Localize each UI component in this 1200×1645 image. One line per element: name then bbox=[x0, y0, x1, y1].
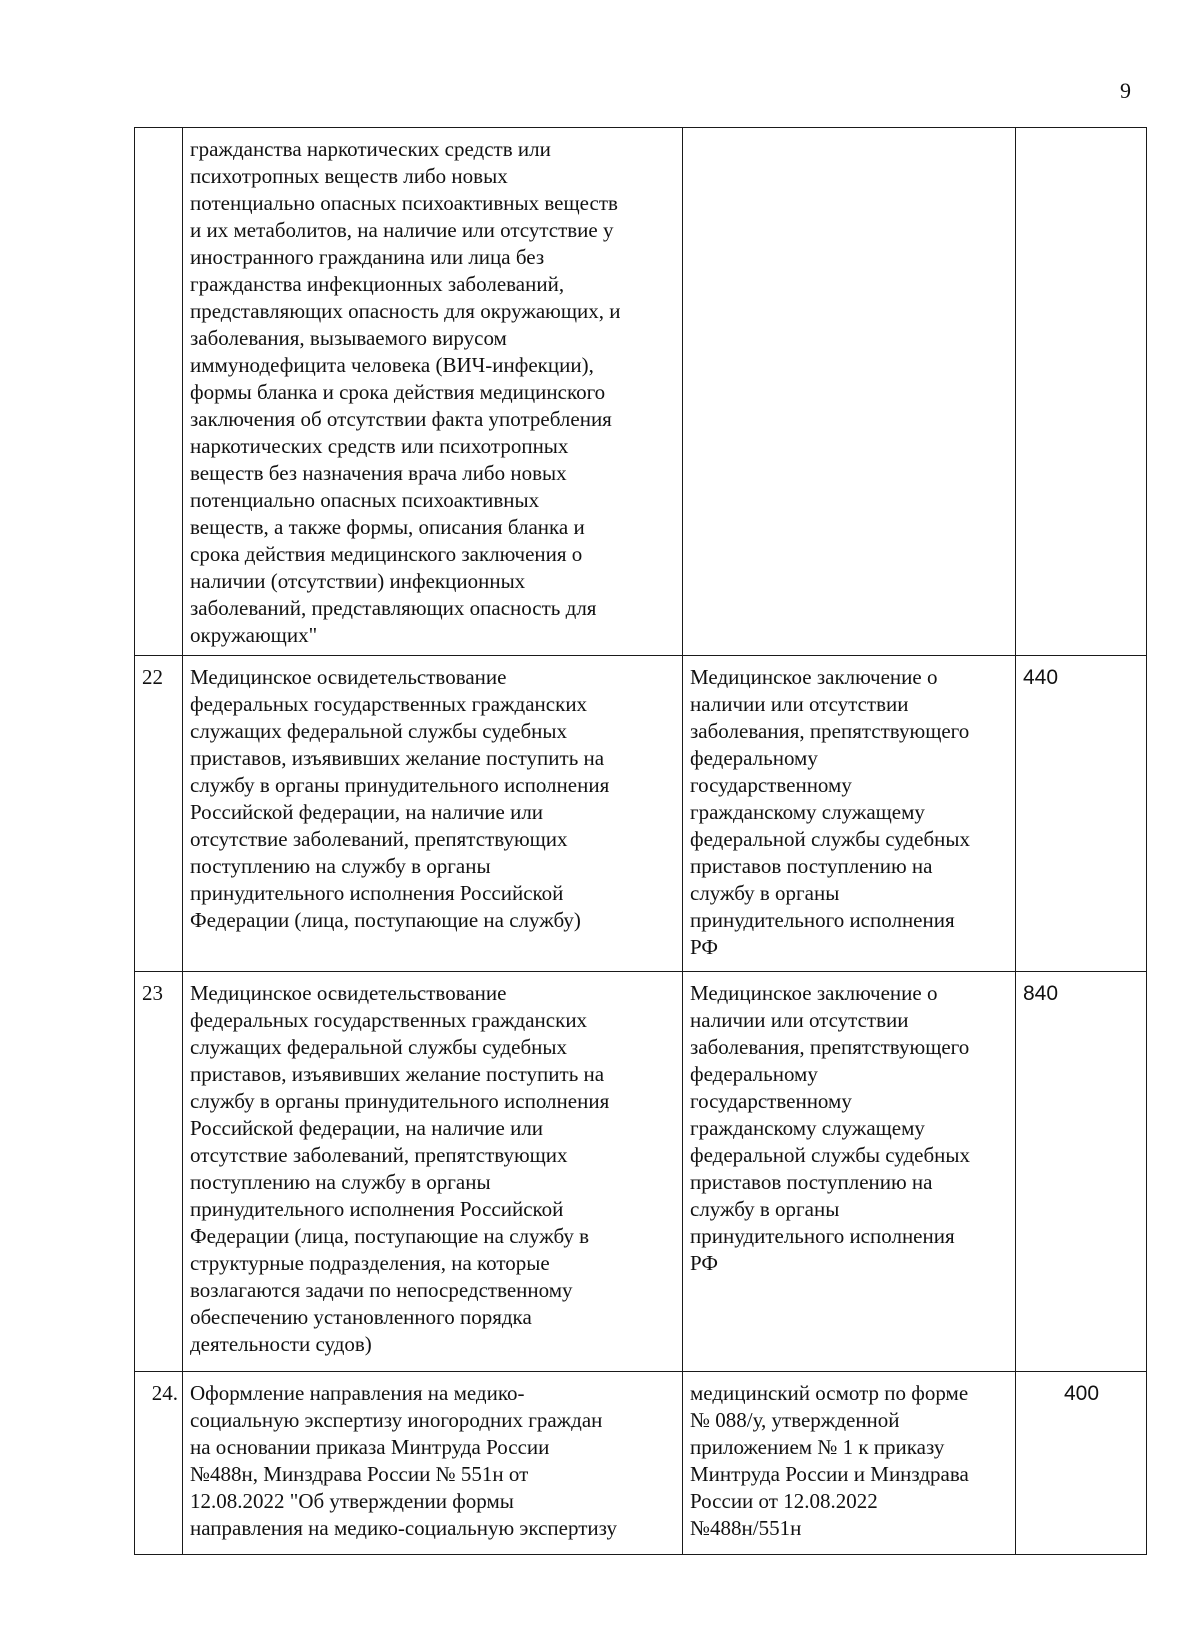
price-cell: 400 bbox=[1016, 1372, 1147, 1555]
issued-document-cell: Медицинское заключение о наличии или отсутствии заболевания, препятствующего федеральному государственному гражданскому служащему федеральной службы судебных приставов поступлению на службу в органы принудительного исполнения РФ bbox=[683, 656, 1016, 972]
table-row bbox=[135, 972, 1147, 1372]
table-row bbox=[135, 128, 1147, 656]
price-cell: 440 bbox=[1016, 656, 1147, 972]
issued-document-cell bbox=[683, 128, 1016, 656]
table-row bbox=[135, 1372, 1147, 1555]
service-description-cell: Медицинское освидетельствование федеральных государственных гражданских служащих федеральной службы судебных приставов, изъявивших желание поступить на службу в органы принудительного исполнения Российской федерации, на наличие или отсутствие заболеваний, препятствующих поступлению на службу в органы принудительного исполнения Российской Федерации (лица, поступающие на службу) bbox=[183, 656, 683, 972]
service-description-cell: Оформление направления на медико- социальную экспертизу иногородних граждан на основании приказа Минтруда России №488н, Минздрава России № 551н от 12.08.2022 "Об утверждении формы направления на медико-социальную экспертизу bbox=[183, 1372, 683, 1555]
service-description-cell: Медицинское освидетельствование федеральных государственных гражданских служащих федеральной службы судебных приставов, изъявивших желание поступить на службу в органы принудительного исполнения Российской федерации, на наличие или отсутствие заболеваний, препятствующих поступлению на службу в органы принудительного исполнения Российской Федерации (лица, поступающие на службу в структурные подразделения, на которые возлагаются задачи по непосредственному обеспечению установленного порядка деятельности судов) bbox=[183, 972, 683, 1372]
price-cell: 840 bbox=[1016, 972, 1147, 1372]
issued-document-cell: Медицинское заключение о наличии или отсутствии заболевания, препятствующего федеральному государственному гражданскому служащему федеральной службы судебных приставов поступлению на службу в органы принудительного исполнения РФ bbox=[683, 972, 1016, 1372]
row-number-cell: 23 bbox=[135, 972, 183, 1372]
service-description-cell: гражданства наркотических средств или психотропных веществ либо новых потенциально опасных психоактивных веществ и их метаболитов, на наличие или отсутствие у иностранного гражданина или лица без гражданства инфекционных заболеваний, представляющих опасность для окружающих, и заболевания, вызываемого вирусом иммунодефицита человека (ВИЧ-инфекции), формы бланка и срока действия медицинского заключения об отсутствии факта употребления наркотических средств или психотропных веществ без назначения врача либо новых потенциально опасных психоактивных веществ, а также формы, описания бланка и срока действия медицинского заключения о наличии (отсутствии) инфекционных заболеваний, представляющих опасность для окружающих" bbox=[183, 128, 683, 656]
price-list-table bbox=[134, 127, 1147, 1555]
row-number-cell: 22 bbox=[135, 656, 183, 972]
page-number: 9 bbox=[1120, 78, 1131, 103]
issued-document-cell: медицинский осмотр по форме № 088/у, утвержденной приложением № 1 к приказу Минтруда России и Минздрава России от 12.08.2022 №488н/551н bbox=[683, 1372, 1016, 1555]
row-number-cell: 24. bbox=[135, 1372, 183, 1555]
price-cell bbox=[1016, 128, 1147, 656]
table-row bbox=[135, 656, 1147, 972]
row-number-cell bbox=[135, 128, 183, 656]
